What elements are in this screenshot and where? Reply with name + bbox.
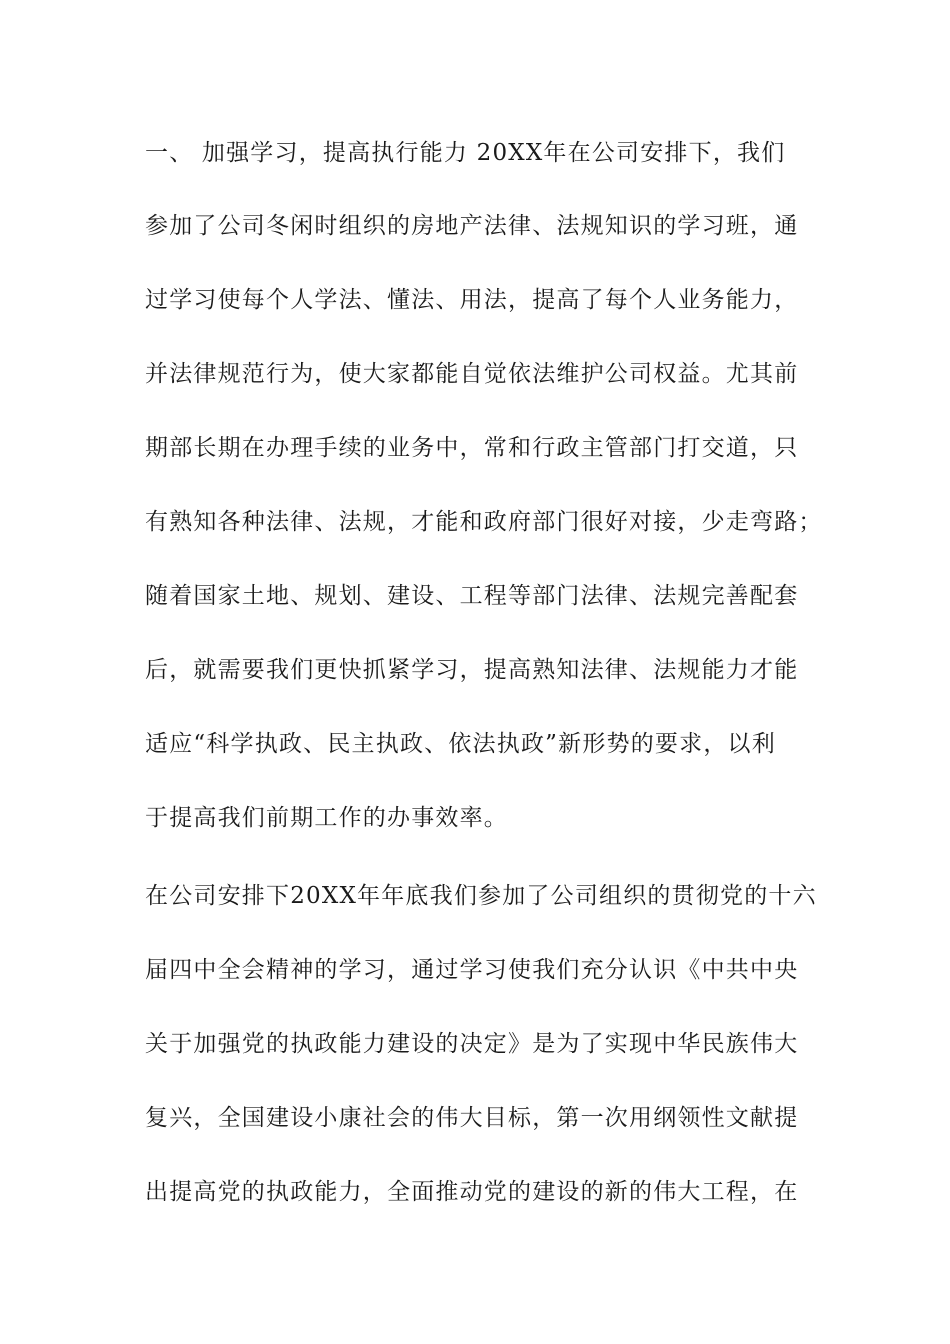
paragraph-1-line-2: 参加了公司冬闲时组织的房地产法律、法规知识的学习班，通 xyxy=(145,213,799,239)
paragraph-1-line-4: 并法律规范行为，使大家都能自觉依法维护公司权益。尤其前 xyxy=(145,361,799,387)
paragraph-1-line-1: 一、 加强学习，提高执行能力 20XX年在公司安排下，我们 xyxy=(145,140,786,166)
paragraph-1-line-3: 过学习使每个人学法、懂法、用法，提高了每个人业务能力， xyxy=(145,287,799,313)
paragraph-1-line-9: 适应“科学执政、民主执政、依法执政”新形势的要求，以利 xyxy=(145,731,776,757)
paragraph-2-line-1: 在公司安排下20XX年年底我们参加了公司组织的贯彻党的十六 xyxy=(145,883,817,909)
paragraph-1-line-8: 后，就需要我们更快抓紧学习，提高熟知法律、法规能力才能 xyxy=(145,657,799,683)
paragraph-2-line-4: 复兴，全国建设小康社会的伟大目标，第一次用纲领性文献提 xyxy=(145,1105,799,1131)
paragraph-1-line-7: 随着国家土地、规划、建设、工程等部门法律、法规完善配套 xyxy=(145,583,799,609)
paragraph-2-line-2: 届四中全会精神的学习，通过学习使我们充分认识《中共中央 xyxy=(145,957,799,983)
paragraph-2-line-5: 出提高党的执政能力，全面推动党的建设的新的伟大工程，在 xyxy=(145,1179,799,1205)
paragraph-1-line-5: 期部长期在办理手续的业务中，常和行政主管部门打交道，只 xyxy=(145,435,799,461)
paragraph-1-line-6: 有熟知各种法律、法规，才能和政府部门很好对接，少走弯路； xyxy=(145,509,823,535)
paragraph-2-line-3: 关于加强党的执政能力建设的决定》是为了实现中华民族伟大 xyxy=(145,1031,799,1057)
paragraph-1-line-10: 于提高我们前期工作的办事效率。 xyxy=(145,805,508,831)
